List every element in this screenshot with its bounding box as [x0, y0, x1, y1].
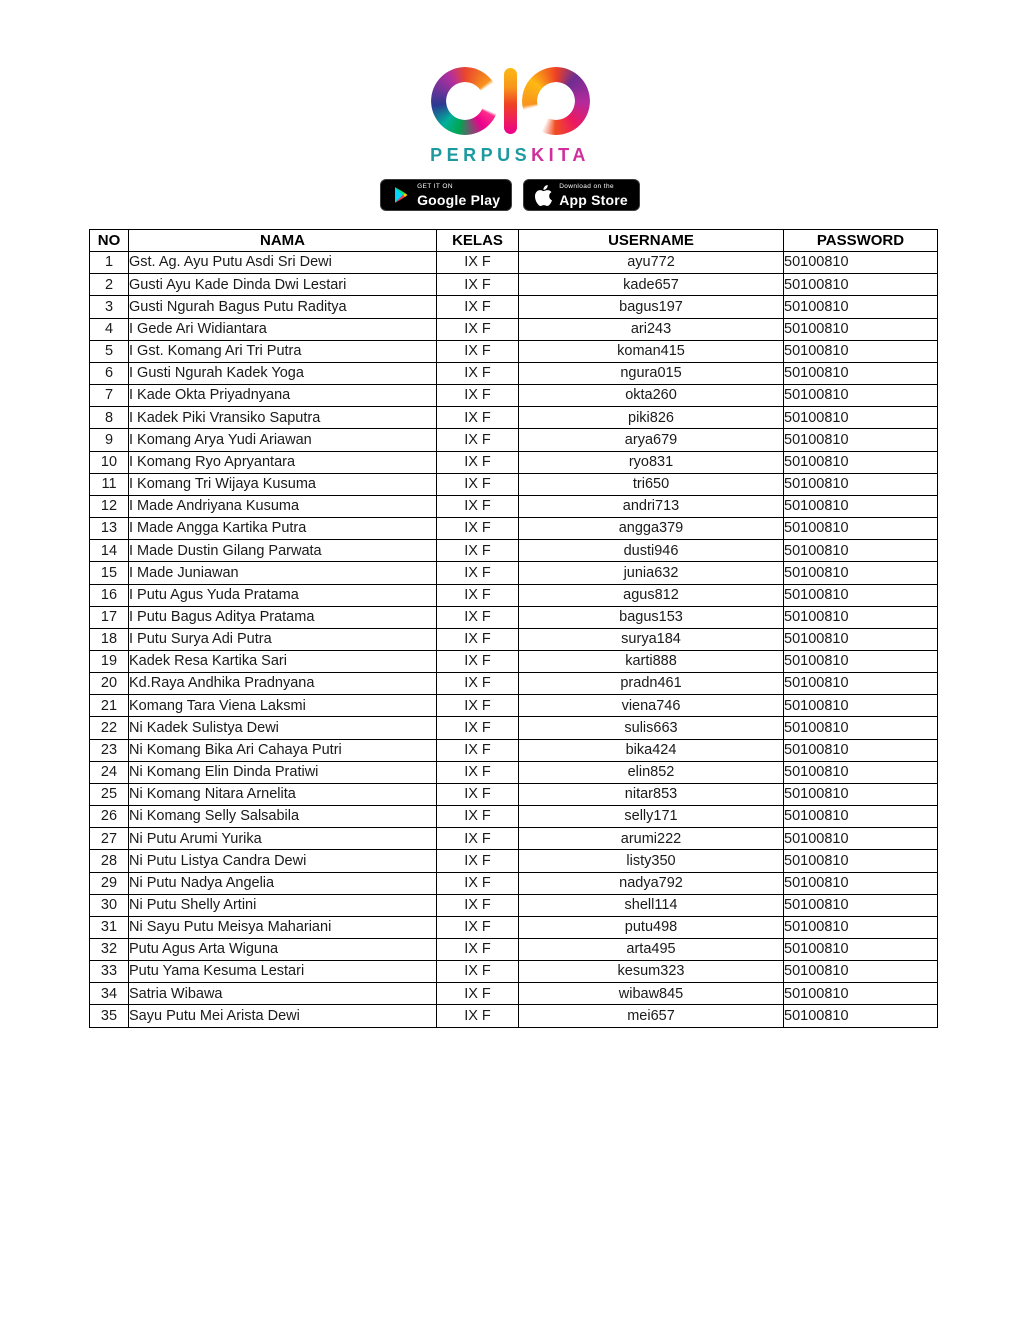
app-store-tagline: Download on the — [559, 182, 614, 190]
cell-no: 8 — [90, 407, 129, 429]
cell-password: 50100810 — [784, 961, 938, 983]
cell-nama: Ni Sayu Putu Meisya Mahariani — [129, 916, 437, 938]
cell-no: 15 — [90, 562, 129, 584]
cell-no: 25 — [90, 783, 129, 805]
table-row — [90, 451, 938, 473]
cell-kelas: IX F — [437, 695, 519, 717]
cell-username: arumi222 — [519, 828, 784, 850]
cell-nama: Ni Putu Listya Candra Dewi — [129, 850, 437, 872]
cell-kelas: IX F — [437, 1005, 519, 1027]
cell-password: 50100810 — [784, 362, 938, 384]
cell-username: arta495 — [519, 939, 784, 961]
cell-password: 50100810 — [784, 318, 938, 340]
cell-password: 50100810 — [784, 385, 938, 407]
cell-password: 50100810 — [784, 540, 938, 562]
cell-username: selly171 — [519, 806, 784, 828]
cell-username: kesum323 — [519, 961, 784, 983]
cell-no: 21 — [90, 695, 129, 717]
cell-no: 13 — [90, 518, 129, 540]
cell-kelas: IX F — [437, 806, 519, 828]
table-row — [90, 650, 938, 672]
cell-kelas: IX F — [437, 584, 519, 606]
cell-no: 10 — [90, 451, 129, 473]
cell-nama: I Made Dustin Gilang Parwata — [129, 540, 437, 562]
cell-nama: Komang Tara Viena Laksmi — [129, 695, 437, 717]
document-header — [0, 64, 1020, 211]
table-row — [90, 274, 938, 296]
app-store-badge-text — [559, 184, 628, 207]
cell-username: pradn461 — [519, 673, 784, 695]
cell-kelas: IX F — [437, 673, 519, 695]
google-play-tagline: GET IT ON — [417, 182, 453, 190]
cell-username: surya184 — [519, 628, 784, 650]
table-row — [90, 518, 938, 540]
cell-nama: Sayu Putu Mei Arista Dewi — [129, 1005, 437, 1027]
cell-nama: Gst. Ag. Ayu Putu Asdi Sri Dewi — [129, 252, 437, 274]
account-table — [89, 229, 938, 1028]
cell-no: 28 — [90, 850, 129, 872]
cell-username: listy350 — [519, 850, 784, 872]
table-row — [90, 385, 938, 407]
table-row — [90, 717, 938, 739]
app-store-store-name: App Store — [559, 191, 628, 208]
cell-kelas: IX F — [437, 340, 519, 362]
cell-no: 24 — [90, 761, 129, 783]
table-row — [90, 894, 938, 916]
cell-nama: I Putu Bagus Aditya Pratama — [129, 606, 437, 628]
cell-username: tri650 — [519, 473, 784, 495]
cell-nama: I Kadek Piki Vransiko Saputra — [129, 407, 437, 429]
table-row — [90, 562, 938, 584]
google-play-store-name: Google Play — [417, 191, 501, 208]
cell-username: bika424 — [519, 739, 784, 761]
cell-password: 50100810 — [784, 739, 938, 761]
cell-nama: Ni Kadek Sulistya Dewi — [129, 717, 437, 739]
cell-no: 14 — [90, 540, 129, 562]
cell-password: 50100810 — [784, 983, 938, 1005]
table-row — [90, 495, 938, 517]
cell-kelas: IX F — [437, 296, 519, 318]
table-row — [90, 783, 938, 805]
cell-username: ryo831 — [519, 451, 784, 473]
cell-nama: Ni Putu Nadya Angelia — [129, 872, 437, 894]
cell-kelas: IX F — [437, 407, 519, 429]
cell-username: elin852 — [519, 761, 784, 783]
cell-password: 50100810 — [784, 340, 938, 362]
cell-nama: Ni Komang Nitara Arnelita — [129, 783, 437, 805]
cell-no: 22 — [90, 717, 129, 739]
cell-username: mei657 — [519, 1005, 784, 1027]
table-row — [90, 473, 938, 495]
brand-secondary-text: KITA — [531, 145, 590, 165]
cell-password: 50100810 — [784, 584, 938, 606]
table-row — [90, 606, 938, 628]
cell-password: 50100810 — [784, 916, 938, 938]
cell-password: 50100810 — [784, 495, 938, 517]
table-row — [90, 806, 938, 828]
cell-nama: Ni Komang Elin Dinda Pratiwi — [129, 761, 437, 783]
cell-nama: Satria Wibawa — [129, 983, 437, 1005]
cell-password: 50100810 — [784, 806, 938, 828]
cell-nama: I Gede Ari Widiantara — [129, 318, 437, 340]
table-row — [90, 584, 938, 606]
table-row — [90, 340, 938, 362]
cell-nama: I Made Andriyana Kusuma — [129, 495, 437, 517]
cell-nama: I Made Angga Kartika Putra — [129, 518, 437, 540]
column-header-password: PASSWORD — [784, 230, 938, 252]
cell-kelas: IX F — [437, 495, 519, 517]
cell-kelas: IX F — [437, 650, 519, 672]
cell-nama: I Kade Okta Priyadnyana — [129, 385, 437, 407]
cell-kelas: IX F — [437, 894, 519, 916]
table-row — [90, 850, 938, 872]
table-row — [90, 872, 938, 894]
cell-password: 50100810 — [784, 518, 938, 540]
cell-password: 50100810 — [784, 695, 938, 717]
cell-nama: Putu Agus Arta Wiguna — [129, 939, 437, 961]
cell-kelas: IX F — [437, 916, 519, 938]
cell-username: sulis663 — [519, 717, 784, 739]
cell-kelas: IX F — [437, 983, 519, 1005]
cell-nama: I Komang Tri Wijaya Kusuma — [129, 473, 437, 495]
table-row — [90, 252, 938, 274]
cell-password: 50100810 — [784, 429, 938, 451]
table-row — [90, 761, 938, 783]
cell-kelas: IX F — [437, 939, 519, 961]
logo-ring-right-icon — [522, 67, 590, 135]
column-header-no: NO — [90, 230, 129, 252]
cell-kelas: IX F — [437, 717, 519, 739]
cell-kelas: IX F — [437, 429, 519, 451]
cell-no: 7 — [90, 385, 129, 407]
cell-password: 50100810 — [784, 473, 938, 495]
cell-nama: I Gusti Ngurah Kadek Yoga — [129, 362, 437, 384]
cell-no: 4 — [90, 318, 129, 340]
account-table-container — [89, 229, 938, 1028]
cell-username: andri713 — [519, 495, 784, 517]
cell-username: kade657 — [519, 274, 784, 296]
cell-kelas: IX F — [437, 540, 519, 562]
brand-primary-text: PERPUS — [430, 145, 532, 165]
cell-kelas: IX F — [437, 761, 519, 783]
cell-no: 6 — [90, 362, 129, 384]
cell-password: 50100810 — [784, 451, 938, 473]
cell-nama: Ni Komang Selly Salsabila — [129, 806, 437, 828]
table-row — [90, 362, 938, 384]
table-header-row — [90, 230, 938, 252]
cell-kelas: IX F — [437, 362, 519, 384]
cell-password: 50100810 — [784, 296, 938, 318]
cell-kelas: IX F — [437, 451, 519, 473]
cell-kelas: IX F — [437, 628, 519, 650]
table-row — [90, 739, 938, 761]
cell-username: piki826 — [519, 407, 784, 429]
cell-username: ayu772 — [519, 252, 784, 274]
cell-nama: I Putu Agus Yuda Pratama — [129, 584, 437, 606]
cell-no: 2 — [90, 274, 129, 296]
cell-kelas: IX F — [437, 606, 519, 628]
cell-kelas: IX F — [437, 274, 519, 296]
cell-username: koman415 — [519, 340, 784, 362]
cell-username: ngura015 — [519, 362, 784, 384]
cell-kelas: IX F — [437, 385, 519, 407]
table-row — [90, 695, 938, 717]
cell-username: bagus153 — [519, 606, 784, 628]
cell-password: 50100810 — [784, 939, 938, 961]
cell-no: 30 — [90, 894, 129, 916]
cell-password: 50100810 — [784, 628, 938, 650]
google-play-badge-text — [417, 184, 500, 207]
cell-password: 50100810 — [784, 872, 938, 894]
cell-password: 50100810 — [784, 650, 938, 672]
cell-kelas: IX F — [437, 739, 519, 761]
cell-no: 18 — [90, 628, 129, 650]
cell-kelas: IX F — [437, 783, 519, 805]
table-row — [90, 628, 938, 650]
table-row — [90, 961, 938, 983]
cell-no: 26 — [90, 806, 129, 828]
cell-nama: Ni Putu Shelly Artini — [129, 894, 437, 916]
table-row — [90, 296, 938, 318]
cell-password: 50100810 — [784, 562, 938, 584]
table-row — [90, 828, 938, 850]
column-header-username: USERNAME — [519, 230, 784, 252]
cell-nama: Kd.Raya Andhika Pradnyana — [129, 673, 437, 695]
cell-password: 50100810 — [784, 850, 938, 872]
cell-nama: Ni Putu Arumi Yurika — [129, 828, 437, 850]
cell-username: okta260 — [519, 385, 784, 407]
cell-no: 17 — [90, 606, 129, 628]
brand-wordmark — [430, 146, 590, 164]
cell-username: arya679 — [519, 429, 784, 451]
cell-password: 50100810 — [784, 407, 938, 429]
cell-password: 50100810 — [784, 783, 938, 805]
cell-username: putu498 — [519, 916, 784, 938]
cell-no: 20 — [90, 673, 129, 695]
cell-password: 50100810 — [784, 252, 938, 274]
cell-kelas: IX F — [437, 473, 519, 495]
cell-no: 23 — [90, 739, 129, 761]
cell-nama: I Komang Arya Yudi Ariawan — [129, 429, 437, 451]
cell-no: 34 — [90, 983, 129, 1005]
cell-kelas: IX F — [437, 828, 519, 850]
cell-no: 19 — [90, 650, 129, 672]
cell-no: 33 — [90, 961, 129, 983]
cell-username: angga379 — [519, 518, 784, 540]
cell-no: 1 — [90, 252, 129, 274]
table-row — [90, 540, 938, 562]
app-store-badge[interactable] — [523, 179, 640, 211]
cell-kelas: IX F — [437, 518, 519, 540]
cell-password: 50100810 — [784, 717, 938, 739]
cell-no: 12 — [90, 495, 129, 517]
cell-password: 50100810 — [784, 673, 938, 695]
cell-nama: Ni Komang Bika Ari Cahaya Putri — [129, 739, 437, 761]
cell-no: 9 — [90, 429, 129, 451]
cell-nama: Putu Yama Kesuma Lestari — [129, 961, 437, 983]
cell-username: viena746 — [519, 695, 784, 717]
table-row — [90, 983, 938, 1005]
cell-password: 50100810 — [784, 606, 938, 628]
cell-nama: Gusti Ngurah Bagus Putu Raditya — [129, 296, 437, 318]
cell-kelas: IX F — [437, 318, 519, 340]
cell-nama: I Made Juniawan — [129, 562, 437, 584]
column-header-kelas: KELAS — [437, 230, 519, 252]
cell-password: 50100810 — [784, 828, 938, 850]
cell-kelas: IX F — [437, 562, 519, 584]
table-row — [90, 318, 938, 340]
cell-password: 50100810 — [784, 761, 938, 783]
cell-no: 32 — [90, 939, 129, 961]
cell-username: ari243 — [519, 318, 784, 340]
apple-icon — [535, 185, 552, 206]
cell-username: nitar853 — [519, 783, 784, 805]
cell-username: nadya792 — [519, 872, 784, 894]
column-header-nama: NAMA — [129, 230, 437, 252]
cell-nama: I Komang Ryo Apryantara — [129, 451, 437, 473]
perpuskita-logo-icon — [431, 64, 590, 138]
cell-password: 50100810 — [784, 894, 938, 916]
store-badges — [380, 179, 640, 211]
table-row — [90, 916, 938, 938]
table-row — [90, 407, 938, 429]
cell-kelas: IX F — [437, 961, 519, 983]
cell-no: 27 — [90, 828, 129, 850]
table-row — [90, 429, 938, 451]
cell-no: 11 — [90, 473, 129, 495]
cell-no: 3 — [90, 296, 129, 318]
cell-no: 16 — [90, 584, 129, 606]
google-play-icon — [392, 185, 410, 205]
cell-password: 50100810 — [784, 274, 938, 296]
account-table-body — [90, 252, 938, 1027]
table-row — [90, 1005, 938, 1027]
cell-no: 31 — [90, 916, 129, 938]
cell-kelas: IX F — [437, 252, 519, 274]
logo-ring-left-icon — [431, 67, 499, 135]
cell-nama: I Gst. Komang Ari Tri Putra — [129, 340, 437, 362]
cell-nama: Kadek Resa Kartika Sari — [129, 650, 437, 672]
cell-username: karti888 — [519, 650, 784, 672]
cell-no: 35 — [90, 1005, 129, 1027]
cell-kelas: IX F — [437, 872, 519, 894]
cell-no: 29 — [90, 872, 129, 894]
cell-kelas: IX F — [437, 850, 519, 872]
cell-username: shell114 — [519, 894, 784, 916]
cell-username: dusti946 — [519, 540, 784, 562]
google-play-badge[interactable] — [380, 179, 512, 211]
cell-username: wibaw845 — [519, 983, 784, 1005]
table-row — [90, 673, 938, 695]
table-row — [90, 939, 938, 961]
cell-nama: I Putu Surya Adi Putra — [129, 628, 437, 650]
cell-nama: Gusti Ayu Kade Dinda Dwi Lestari — [129, 274, 437, 296]
cell-username: junia632 — [519, 562, 784, 584]
cell-password: 50100810 — [784, 1005, 938, 1027]
logo-bar-icon — [504, 68, 517, 134]
cell-no: 5 — [90, 340, 129, 362]
cell-username: agus812 — [519, 584, 784, 606]
cell-username: bagus197 — [519, 296, 784, 318]
